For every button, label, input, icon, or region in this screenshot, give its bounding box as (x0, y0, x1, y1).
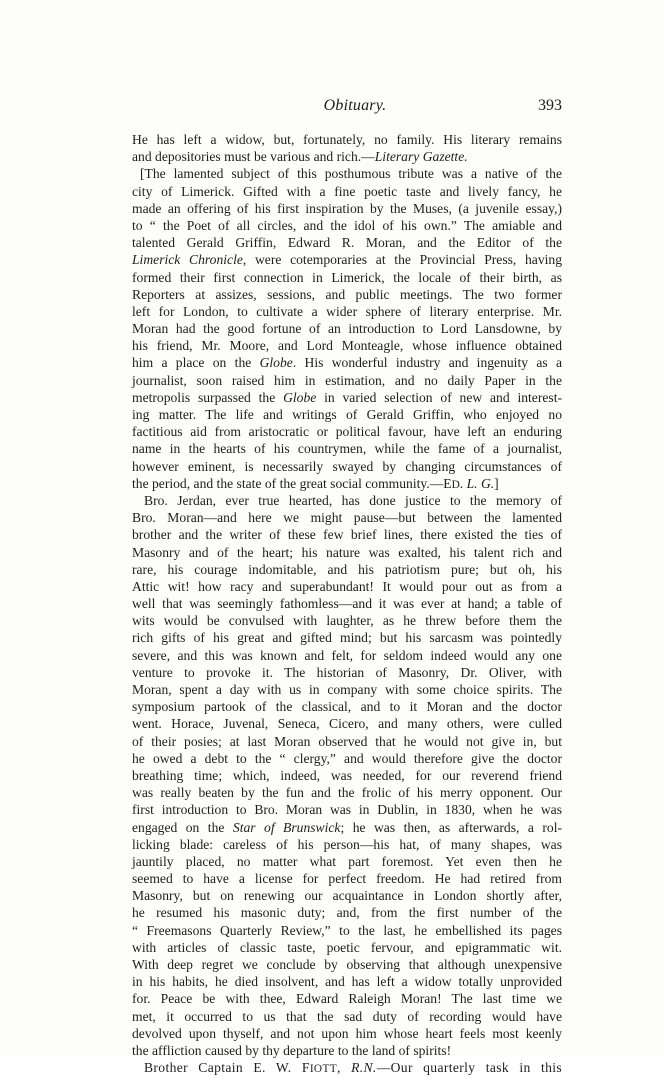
text-line: licking blade: careless of his person—his hat, of many shapes, was (132, 836, 562, 852)
text-line: wits would be convulsed with laughter, as he threw before them the (132, 613, 562, 629)
text-line: symposium partook of the classical, and to it Moran and the doctor (132, 699, 562, 715)
text-line: he resumed his masonic duty; and, from the first number of the (132, 905, 562, 921)
text-line: “ Freemasons Quarterly Review,” to the last, he embellished its pages (132, 922, 562, 938)
text-line: Bro. Jerdan, ever true hearted, has done justice to the memory of (144, 492, 562, 508)
text-line: Moran had the good fortune of an introduction to Lord Lansdowne, by (132, 321, 562, 337)
text-line: Brother Captain E. W. FIOTT, R.N.—Our quarterly task in this (144, 1060, 562, 1076)
text-line: the affliction caused by thy departure to the land of spirits! (132, 1042, 452, 1058)
text-line: breathing time; which, indeed, was needed, for our reverend friend (132, 767, 562, 783)
page-number: 393 (538, 97, 562, 114)
text-line: seemed to have a license for perfect freedom. He had retired from (132, 871, 562, 887)
text-line: brother and the writer of these few brief lines, there existed the ties of (132, 527, 562, 543)
text-line: made an offering of his first inspiration by the Muses, (a juvenile essay,) (132, 200, 562, 216)
text-line: the period, and the state of the great social community.—ED. L. G.] (132, 475, 499, 491)
text-line: met, it occurred to us that the sad duty of recording would have (132, 1008, 562, 1024)
text-line: engaged on the Star of Brunswick; he was then, as afterwards, a rol- (132, 819, 563, 835)
text-line: rich gifts of his great and gifted mind; but his sarcasm was pointedly (132, 630, 562, 646)
text-line: formed their first connection in Limerick, the locale of their birth, as (132, 269, 562, 285)
text-line: city of Limerick. Gifted with a fine poetic taste and lively fancy, he (132, 183, 562, 199)
text-line: Attic wit! how racy and superabundant! It would pour out as from a (132, 578, 562, 594)
text-line: well that was seemingly fathomless—and it was ever at hand; a table of (132, 596, 562, 612)
text-line: journalist, soon raised him in estimation, and no daily Paper in the (132, 372, 562, 388)
text-line: and depositories must be various and rich.—Literary Gazette. (132, 149, 468, 165)
text-line: devolved upon thyself, and not upon him whose heart feels most keenly (132, 1025, 562, 1041)
text-line: went. Horace, Juvenal, Seneca, Cicero, and many others, were culled (132, 716, 562, 732)
text-line: jauntily placed, no matter what part foremost. Yet even then he (132, 853, 562, 869)
text-line: talented Gerald Griffin, Edward R. Moran, and the Editor of the (132, 235, 562, 251)
text-line: first introduction to Bro. Moran was in Dublin, in 1830, when he was (132, 802, 562, 818)
text-line: name in the hearts of his countrymen, while the fame of a journalist, (132, 441, 562, 457)
text-line: Reporters at assizes, sessions, and public meetings. The two former (132, 286, 562, 302)
text-line: him a place on the Globe. His wonderful industry and ingenuity as a (132, 355, 562, 371)
text-line: Limerick Chronicle, were cotemporaries at the Provincial Press, having (132, 252, 562, 268)
text-line: Masonry, but on renewing our acquaintance in London shortly after, (132, 888, 562, 904)
page-title: Obituary. (323, 97, 387, 114)
text-column (132, 131, 562, 1076)
running-head (132, 97, 562, 119)
text-line: rare, his courage indomitable, and his patriotism pure; but oh, his (132, 561, 562, 577)
text-line: metropolis surpassed the Globe in varied selection of new and interest- (132, 389, 562, 405)
text-line: was really beaten by the fun and the frolic of his merry opponent. Our (132, 785, 562, 801)
text-line: however eminent, is necessarily swayed by changing circumstances of (132, 458, 562, 474)
text-line: left for London, to cultivate a wider sphere of literary enterprise. Mr. (132, 303, 562, 319)
text-line: in his habits, he died insolvent, and has left a widow totally unprovided (132, 974, 562, 990)
text-line: his friend, Mr. Moore, and Lord Monteagle, whose influence obtained (132, 338, 562, 354)
text-line: factitious aid from aristocratic or political favour, have left an enduring (132, 424, 562, 440)
text-line: [The lamented subject of this posthumous tribute was a native of the (140, 166, 562, 182)
text-line: he owed a debt to the “ clergy,” and would therefore give the doctor (132, 750, 562, 766)
text-line: ing matter. The life and writings of Gerald Griffin, who enjoyed no (132, 407, 562, 422)
text-line: Moran, spent a day with us in company with some choice spirits. The (132, 682, 562, 697)
text-line: of their posies; at last Moran observed that he would not give in, but (132, 733, 562, 749)
text-line: venture to provoke it. The historian of Masonry, Dr. Oliver, with (132, 664, 562, 680)
text-line: for. Peace be with thee, Edward Raleigh Moran! The last time we (132, 991, 562, 1007)
text-line: With deep regret we conclude by observing that although unexpensive (132, 957, 562, 972)
text-line: to “ the Poet of all circles, and the idol of his own.” The amiable and (132, 217, 562, 233)
text-line: He has left a widow, but, fortunately, no family. His literary remains (132, 132, 562, 147)
text-line: Bro. Moran—and here we might pause—but between the lamented (132, 510, 562, 526)
text-line: severe, and this was known and felt, for seldom indeed would any one (132, 647, 562, 663)
text-line: with articles of classic taste, poetic fervour, and epigrammatic wit. (132, 939, 562, 955)
text-line: Masonry and of the heart; his nature was exalted, his talent rich and (132, 544, 562, 560)
